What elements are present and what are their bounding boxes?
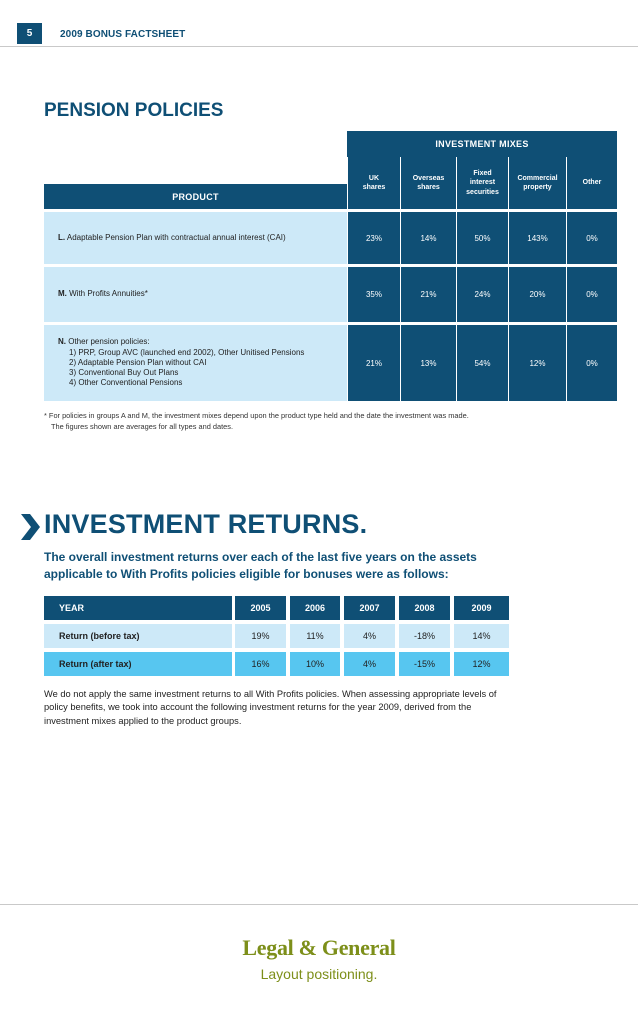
row-label: Return (before tax) xyxy=(44,624,232,648)
investment-returns-title: INVESTMENT RETURNS. xyxy=(44,509,368,539)
row-label: Return (after tax) xyxy=(44,652,232,676)
value-cell: 54% xyxy=(456,325,508,401)
value-cell: 13% xyxy=(400,325,456,401)
page-number: 5 xyxy=(17,23,42,44)
returns-row-before-tax xyxy=(44,624,509,648)
product-name: Other pension policies: xyxy=(68,337,150,347)
sub-item: 3) Conventional Buy Out Plans xyxy=(69,368,179,378)
footnote-line: * For policies in groups A and M, the investment mixes depend upon the product type held and the date the investment was made. xyxy=(44,411,469,420)
pension-row-m xyxy=(44,267,617,322)
returns-table-header xyxy=(44,596,509,620)
footer-rule xyxy=(0,904,638,905)
column-header-commercial-property: Commercial property xyxy=(508,157,566,209)
year-cell: 2005 xyxy=(235,596,286,620)
header-rule xyxy=(0,46,638,47)
pension-policies-title: PENSION POLICIES xyxy=(44,100,224,121)
return-cell: 4% xyxy=(344,624,395,648)
value-cell: 0% xyxy=(566,267,617,322)
product-header: PRODUCT xyxy=(44,184,347,209)
row-letter: M. xyxy=(58,289,67,299)
value-cell: 143% xyxy=(508,212,566,264)
year-header: YEAR xyxy=(44,596,232,620)
year-cell: 2006 xyxy=(290,596,340,620)
product-name: With Profits Annuities* xyxy=(69,289,148,299)
product-cell xyxy=(44,325,347,401)
sub-item: 2) Adaptable Pension Plan without CAI xyxy=(69,357,207,367)
value-cell: 50% xyxy=(456,212,508,264)
value-cell: 21% xyxy=(347,325,400,401)
return-cell: 12% xyxy=(454,652,509,676)
investment-returns-intro: The overall investment returns over each of the last five years on the assets applicable to With Profits policies eligible for bonuses were as follows: xyxy=(44,550,477,581)
product-cell xyxy=(44,267,347,322)
value-cell: 21% xyxy=(400,267,456,322)
value-cell: 23% xyxy=(347,212,400,264)
sub-item: 1) PRP, Group AVC (launched end 2002), Other Unitised Pensions xyxy=(69,347,305,357)
pension-footnote xyxy=(44,410,604,433)
value-cell: 0% xyxy=(566,212,617,264)
value-cell: 24% xyxy=(456,267,508,322)
sub-item: 4) Other Conventional Pensions xyxy=(69,378,183,388)
column-header-fixed-interest: Fixed interest securities xyxy=(456,157,508,209)
pension-row-n xyxy=(44,325,617,401)
return-cell: 4% xyxy=(344,652,395,676)
tagline: Layout positioning. xyxy=(260,966,378,982)
value-cell: 35% xyxy=(347,267,400,322)
value-cell: 0% xyxy=(566,325,617,401)
return-cell: 19% xyxy=(235,624,286,648)
value-cell: 20% xyxy=(508,267,566,322)
value-cell: 12% xyxy=(508,325,566,401)
return-cell: -18% xyxy=(399,624,450,648)
year-cell: 2008 xyxy=(399,596,450,620)
product-name: Adaptable Pension Plan with contractual annual interest (CAI) xyxy=(66,232,286,242)
row-letter: N. xyxy=(58,337,66,347)
returns-row-after-tax xyxy=(44,652,509,676)
row-letter: L. xyxy=(58,232,66,242)
year-cell: 2009 xyxy=(454,596,509,620)
column-header-other: Other xyxy=(566,157,617,209)
pension-row-l xyxy=(44,212,617,264)
investment-mixes-header: INVESTMENT MIXES xyxy=(347,131,617,157)
return-cell: 14% xyxy=(454,624,509,648)
return-cell: 11% xyxy=(290,624,340,648)
year-cell: 2007 xyxy=(344,596,395,620)
value-cell: 14% xyxy=(400,212,456,264)
column-header-uk-shares: UK shares xyxy=(347,157,400,209)
column-header-overseas-shares: Overseas shares xyxy=(400,157,456,209)
return-cell: 10% xyxy=(290,652,340,676)
factsheet-title: 2009 BONUS FACTSHEET xyxy=(60,29,186,40)
footnote-line: The figures shown are averages for all types and dates. xyxy=(51,422,233,432)
return-cell: 16% xyxy=(235,652,286,676)
chevron-right-icon xyxy=(20,513,42,541)
legal-general-logo: Legal & General xyxy=(242,935,396,960)
investment-returns-body: We do not apply the same investment returns to all With Profits policies. When assessing appropriate levels of policy benefits, we took into account the following investment returns for the year 2009, derived from the investment mixes applied to the product groups. xyxy=(44,689,497,726)
return-cell: -15% xyxy=(399,652,450,676)
product-cell xyxy=(44,212,347,264)
